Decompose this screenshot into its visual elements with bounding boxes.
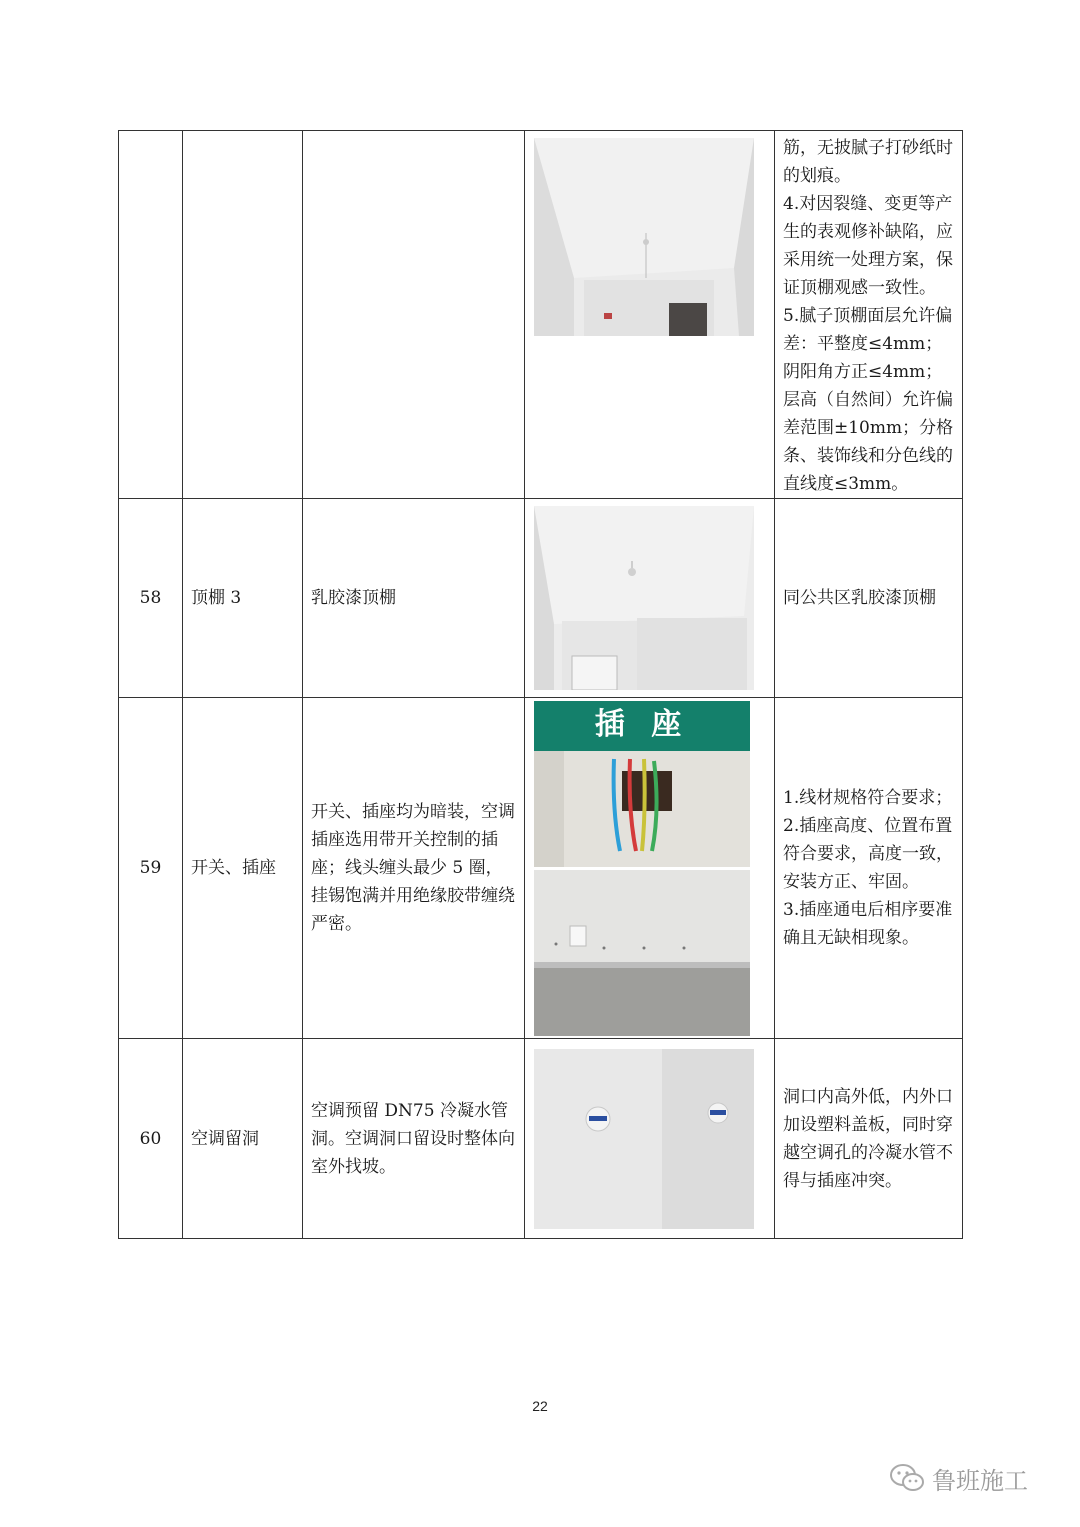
inspection-table xyxy=(118,130,963,1239)
watermark xyxy=(888,1456,1028,1500)
requirement-text: 洞口内高外低，内外口加设塑料盖板，同时穿越空调孔的冷凝水管不得与插座冲突。 xyxy=(775,1039,963,1239)
table-row xyxy=(119,499,963,698)
wall-hole-photo xyxy=(534,1049,754,1229)
item-description: 乳胶漆顶棚 xyxy=(303,499,525,698)
item-name: 开关、插座 xyxy=(183,698,303,1039)
ceiling-room-photo xyxy=(534,138,754,336)
wechat-icon xyxy=(888,1462,926,1494)
row-number: 58 xyxy=(119,499,183,698)
page-number: 22 xyxy=(532,1398,548,1414)
item-description: 空调预留 DN75 冷凝水管洞。空调洞口留设时整体向室外找坡。 xyxy=(303,1039,525,1239)
photo-cell xyxy=(525,499,775,698)
table-row xyxy=(119,1039,963,1239)
row-number: 60 xyxy=(119,1039,183,1239)
ceiling-room-photo xyxy=(534,506,754,690)
watermark-text: 鲁班施工 xyxy=(932,1466,1028,1495)
socket-wiring-photo xyxy=(534,701,750,867)
photo-cell xyxy=(525,131,775,499)
photo-cell xyxy=(525,698,775,1039)
item-description xyxy=(303,131,525,499)
item-name xyxy=(183,131,303,499)
requirement-text: 同公共区乳胶漆顶棚 xyxy=(775,499,963,698)
requirement-text: 筋，无披腻子打砂纸时的划痕。 4.对因裂缝、变更等产生的表观修补缺陷，应采用统一处理方案，保证顶棚观感一致性。 5.腻子顶棚面层允许偏差：平整度≤4mm；阴阳角方正≤4mm；层高（自然间）允许偏差范围±10mm；分格条、装饰线和分色线的直线度≤3mm。 xyxy=(775,131,963,499)
item-name: 空调留洞 xyxy=(183,1039,303,1239)
row-number xyxy=(119,131,183,499)
item-description: 开关、插座均为暗装，空调插座选用带开关控制的插座；线头缠头最少 5 圈，挂锡饱满并用绝缘胶带缠绕严密。 xyxy=(303,698,525,1039)
item-name: 顶棚 3 xyxy=(183,499,303,698)
table-row xyxy=(119,131,963,499)
requirement-text: 1.线材规格符合要求； 2.插座高度、位置布置符合要求，高度一致，安装方正、牢固。 3.插座通电后相序要准确且无缺相现象。 xyxy=(775,698,963,1039)
row-number: 59 xyxy=(119,698,183,1039)
socket-sign-label: 插 座 xyxy=(594,706,690,742)
socket-wall-photo xyxy=(534,870,750,1036)
photo-cell xyxy=(525,1039,775,1239)
table-row xyxy=(119,698,963,1039)
